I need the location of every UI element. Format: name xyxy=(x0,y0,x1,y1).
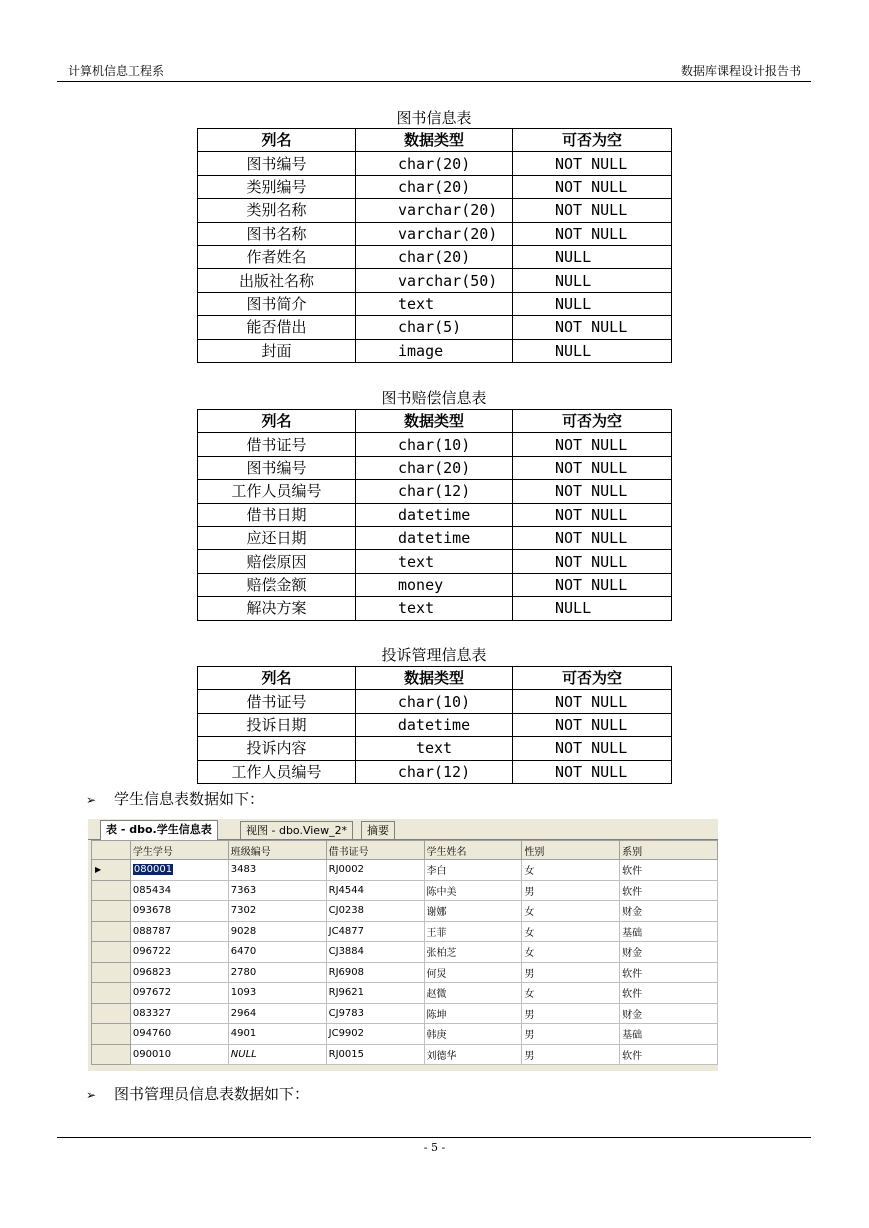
cell-name: 应还日期 xyxy=(198,526,356,549)
grid-cell[interactable]: 083327 xyxy=(130,1003,228,1024)
cell-name: 赔偿原因 xyxy=(198,550,356,573)
table1-title: 图书信息表 xyxy=(396,109,472,127)
cell-type: char(20) xyxy=(356,175,513,198)
column-header[interactable]: 学生学号 xyxy=(130,841,228,860)
grid-cell[interactable]: 李白 xyxy=(424,860,522,881)
col-type-header: 数据类型 xyxy=(356,129,513,152)
table-row xyxy=(198,760,672,783)
col-null-header: 可否为空 xyxy=(513,410,672,433)
cell-type: varchar(50) xyxy=(356,269,513,292)
table-row xyxy=(198,222,672,245)
cell-null: NULL xyxy=(513,597,672,620)
cell-null: NOT NULL xyxy=(513,456,672,479)
cell-type: text xyxy=(356,597,513,620)
grid-cell[interactable]: 男 xyxy=(522,880,620,901)
grid-cell[interactable]: 男 xyxy=(522,1044,620,1065)
tab-view-2[interactable]: 视图 - dbo.View_2* xyxy=(240,821,353,839)
grid-cell[interactable]: 软件 xyxy=(620,860,718,881)
cell-null: NOT NULL xyxy=(513,573,672,596)
header-divider xyxy=(57,81,811,82)
grid-cell[interactable]: 软件 xyxy=(620,1044,718,1065)
cell-name: 解决方案 xyxy=(198,597,356,620)
grid-cell-null[interactable]: NULL xyxy=(228,1044,326,1065)
cell-type: varchar(20) xyxy=(356,199,513,222)
table2-header-row xyxy=(198,410,672,433)
table-row xyxy=(198,573,672,596)
cell-name: 类别名称 xyxy=(198,199,356,222)
cell-null: NOT NULL xyxy=(513,199,672,222)
col-type-header: 数据类型 xyxy=(356,667,513,690)
cell-type: image xyxy=(356,339,513,362)
cell-type: money xyxy=(356,573,513,596)
current-row-icon[interactable]: ▶ xyxy=(92,860,131,881)
cell-null: NOT NULL xyxy=(513,737,672,760)
table-row xyxy=(198,550,672,573)
col-name-header: 列名 xyxy=(198,410,356,433)
grid-cell[interactable]: 软件 xyxy=(620,962,718,983)
col-null-header: 可否为空 xyxy=(513,129,672,152)
cell-name: 借书证号 xyxy=(198,690,356,713)
grid-cell[interactable]: 2780 xyxy=(228,962,326,983)
row-selector[interactable] xyxy=(92,901,131,922)
cell-null: NOT NULL xyxy=(513,713,672,736)
row-selector[interactable] xyxy=(92,1003,131,1024)
row-selector[interactable] xyxy=(92,880,131,901)
grid-cell[interactable]: 7363 xyxy=(228,880,326,901)
table3-title: 投诉管理信息表 xyxy=(381,646,487,664)
grid-cell[interactable]: 男 xyxy=(522,1024,620,1045)
cell-type: char(5) xyxy=(356,316,513,339)
grid-cell[interactable]: 软件 xyxy=(620,880,718,901)
grid-cell[interactable]: JC4877 xyxy=(326,921,424,942)
grid-cell[interactable]: 软件 xyxy=(620,983,718,1004)
table-row xyxy=(198,152,672,175)
bullet-admins-text: 图书管理员信息表数据如下： xyxy=(114,1085,310,1103)
grid-row xyxy=(92,901,718,922)
table-row xyxy=(198,503,672,526)
grid-cell[interactable]: RJ9621 xyxy=(326,983,424,1004)
grid-header-row xyxy=(92,841,718,860)
grid-cell[interactable]: 6470 xyxy=(228,942,326,963)
cell-name: 图书名称 xyxy=(198,222,356,245)
cell-null: NOT NULL xyxy=(513,503,672,526)
cell-null: NULL xyxy=(513,245,672,268)
table-row xyxy=(198,737,672,760)
grid-row xyxy=(92,1044,718,1065)
cell-type: char(10) xyxy=(356,690,513,713)
table1-header-row xyxy=(198,129,672,152)
table-row xyxy=(198,269,672,292)
row-selector[interactable] xyxy=(92,921,131,942)
grid-row xyxy=(92,880,718,901)
row-selector[interactable] xyxy=(92,962,131,983)
grid-row xyxy=(92,1003,718,1024)
grid-cell[interactable]: 女 xyxy=(522,921,620,942)
cell-name: 封面 xyxy=(198,339,356,362)
col-name-header: 列名 xyxy=(198,129,356,152)
grid-cell[interactable]: 基础 xyxy=(620,921,718,942)
table-row xyxy=(198,245,672,268)
grid-cell[interactable]: 女 xyxy=(522,942,620,963)
grid-cell[interactable]: RJ0002 xyxy=(326,860,424,881)
table-row xyxy=(198,456,672,479)
cell-type: char(10) xyxy=(356,433,513,456)
bullet-admins xyxy=(86,1083,309,1104)
grid-row xyxy=(92,921,718,942)
grid-cell[interactable]: 张柏芝 xyxy=(424,942,522,963)
cell-type: text xyxy=(356,737,513,760)
grid-cell[interactable]: 093678 xyxy=(130,901,228,922)
row-selector[interactable] xyxy=(92,983,131,1004)
cell-type: char(12) xyxy=(356,480,513,503)
cell-null: NULL xyxy=(513,292,672,315)
cell-type: char(20) xyxy=(356,152,513,175)
arrow-bullet-icon: ➢ xyxy=(86,793,97,807)
cell-type: datetime xyxy=(356,526,513,549)
cell-null: NULL xyxy=(513,269,672,292)
grid-cell[interactable]: RJ6908 xyxy=(326,962,424,983)
bullet-students xyxy=(86,788,264,809)
cell-null: NOT NULL xyxy=(513,433,672,456)
cell-type: char(12) xyxy=(356,760,513,783)
cell-name: 借书证号 xyxy=(198,433,356,456)
column-header[interactable]: 学生姓名 xyxy=(424,841,522,860)
cell-name: 投诉内容 xyxy=(198,737,356,760)
cell-null: NOT NULL xyxy=(513,316,672,339)
grid-cell[interactable]: 088787 xyxy=(130,921,228,942)
grid-cell[interactable]: 陈中美 xyxy=(424,880,522,901)
grid-row xyxy=(92,983,718,1004)
grid-row xyxy=(92,942,718,963)
column-header[interactable]: 性别 xyxy=(522,841,620,860)
selected-cell-value[interactable]: 080001 xyxy=(133,864,173,876)
grid-cell[interactable]: 4901 xyxy=(228,1024,326,1045)
grid-cell[interactable]: 096823 xyxy=(130,962,228,983)
cell-type: datetime xyxy=(356,713,513,736)
col-name-header: 列名 xyxy=(198,667,356,690)
row-selector[interactable] xyxy=(92,1024,131,1045)
grid-cell[interactable]: 女 xyxy=(522,901,620,922)
grid-cell[interactable]: 女 xyxy=(522,983,620,1004)
cell-name: 能否借出 xyxy=(198,316,356,339)
footer-divider xyxy=(57,1137,811,1138)
cell-null: NOT NULL xyxy=(513,526,672,549)
data-grid xyxy=(91,840,718,1065)
table-row xyxy=(198,480,672,503)
tab-summary[interactable]: 摘要 xyxy=(361,821,395,839)
grid-cell[interactable]: CJ9783 xyxy=(326,1003,424,1024)
grid-cell[interactable]: 赵微 xyxy=(424,983,522,1004)
cell-name: 图书简介 xyxy=(198,292,356,315)
grid-cell[interactable] xyxy=(130,860,228,881)
cell-name: 投诉日期 xyxy=(198,713,356,736)
arrow-bullet-icon: ➢ xyxy=(86,1088,97,1102)
cell-name: 出版社名称 xyxy=(198,269,356,292)
table-row xyxy=(198,292,672,315)
grid-cell[interactable]: 女 xyxy=(522,860,620,881)
grid-cell[interactable]: 085434 xyxy=(130,880,228,901)
grid-cell[interactable]: CJ3884 xyxy=(326,942,424,963)
cell-type: char(20) xyxy=(356,245,513,268)
row-selector[interactable] xyxy=(92,1044,131,1065)
grid-cell[interactable]: 陈坤 xyxy=(424,1003,522,1024)
cell-type: varchar(20) xyxy=(356,222,513,245)
grid-cell[interactable]: 男 xyxy=(522,962,620,983)
cell-name: 工作人员编号 xyxy=(198,760,356,783)
cell-type: char(20) xyxy=(356,456,513,479)
row-selector-header[interactable] xyxy=(92,841,131,860)
bullet-students-text: 学生信息表数据如下： xyxy=(114,790,265,808)
grid-cell[interactable]: 2964 xyxy=(228,1003,326,1024)
grid-cell[interactable]: 韩庚 xyxy=(424,1024,522,1045)
col-type-header: 数据类型 xyxy=(356,410,513,433)
cell-name: 作者姓名 xyxy=(198,245,356,268)
table-row xyxy=(198,526,672,549)
grid-cell[interactable]: 财金 xyxy=(620,901,718,922)
results-grid-screenshot xyxy=(88,819,718,1071)
grid-cell[interactable]: 3483 xyxy=(228,860,326,881)
grid-row xyxy=(92,962,718,983)
grid-cell[interactable]: JC9902 xyxy=(326,1024,424,1045)
column-header[interactable]: 班级编号 xyxy=(228,841,326,860)
table-row xyxy=(198,597,672,620)
grid-cell[interactable]: 090010 xyxy=(130,1044,228,1065)
table-row xyxy=(198,433,672,456)
page-number: - 5 - xyxy=(423,1141,446,1154)
header-right: 数据库课程设计报告书 xyxy=(680,64,801,78)
cell-null: NOT NULL xyxy=(513,760,672,783)
grid-cell[interactable]: 刘德华 xyxy=(424,1044,522,1065)
cell-type: datetime xyxy=(356,503,513,526)
table-row xyxy=(198,690,672,713)
header-left: 计算机信息工程系 xyxy=(68,64,165,78)
table1 xyxy=(197,128,672,363)
cell-name: 图书编号 xyxy=(198,456,356,479)
table-row xyxy=(198,339,672,362)
cell-null: NOT NULL xyxy=(513,480,672,503)
cell-name: 图书编号 xyxy=(198,152,356,175)
cell-null: NOT NULL xyxy=(513,550,672,573)
column-header[interactable]: 系别 xyxy=(620,841,718,860)
cell-null: NOT NULL xyxy=(513,152,672,175)
table-row xyxy=(198,713,672,736)
grid-cell[interactable]: 096722 xyxy=(130,942,228,963)
cell-type: text xyxy=(356,292,513,315)
grid-cell[interactable]: 7302 xyxy=(228,901,326,922)
grid-cell[interactable]: RJ0015 xyxy=(326,1044,424,1065)
grid-cell[interactable]: RJ4544 xyxy=(326,880,424,901)
table2 xyxy=(197,409,672,621)
table3-header-row xyxy=(198,667,672,690)
grid-cell[interactable]: 097672 xyxy=(130,983,228,1004)
grid-row xyxy=(92,1024,718,1045)
cell-null: NOT NULL xyxy=(513,690,672,713)
cell-name: 工作人员编号 xyxy=(198,480,356,503)
col-null-header: 可否为空 xyxy=(513,667,672,690)
grid-cell[interactable]: 9028 xyxy=(228,921,326,942)
cell-type: text xyxy=(356,550,513,573)
grid-row xyxy=(92,860,718,881)
grid-cell[interactable]: 财金 xyxy=(620,1003,718,1024)
grid-cell[interactable]: 男 xyxy=(522,1003,620,1024)
cell-null: NOT NULL xyxy=(513,175,672,198)
table-row xyxy=(198,316,672,339)
grid-cell[interactable]: 王菲 xyxy=(424,921,522,942)
grid-cell[interactable]: 何炅 xyxy=(424,962,522,983)
tab-student-table[interactable]: 表 - dbo.学生信息表 xyxy=(100,820,218,840)
grid-cell[interactable]: 基础 xyxy=(620,1024,718,1045)
grid-cell[interactable]: CJ0238 xyxy=(326,901,424,922)
table-row xyxy=(198,175,672,198)
grid-cell[interactable]: 1093 xyxy=(228,983,326,1004)
table3 xyxy=(197,666,672,784)
grid-cell[interactable]: 谢娜 xyxy=(424,901,522,922)
cell-null: NULL xyxy=(513,339,672,362)
table-row xyxy=(198,199,672,222)
grid-cell[interactable]: 094760 xyxy=(130,1024,228,1045)
cell-name: 赔偿金额 xyxy=(198,573,356,596)
row-selector[interactable] xyxy=(92,942,131,963)
grid-cell[interactable]: 财金 xyxy=(620,942,718,963)
table2-title: 图书赔偿信息表 xyxy=(381,389,487,407)
tab-strip xyxy=(88,819,718,840)
column-header[interactable]: 借书证号 xyxy=(326,841,424,860)
cell-name: 类别编号 xyxy=(198,175,356,198)
cell-name: 借书日期 xyxy=(198,503,356,526)
cell-null: NOT NULL xyxy=(513,222,672,245)
